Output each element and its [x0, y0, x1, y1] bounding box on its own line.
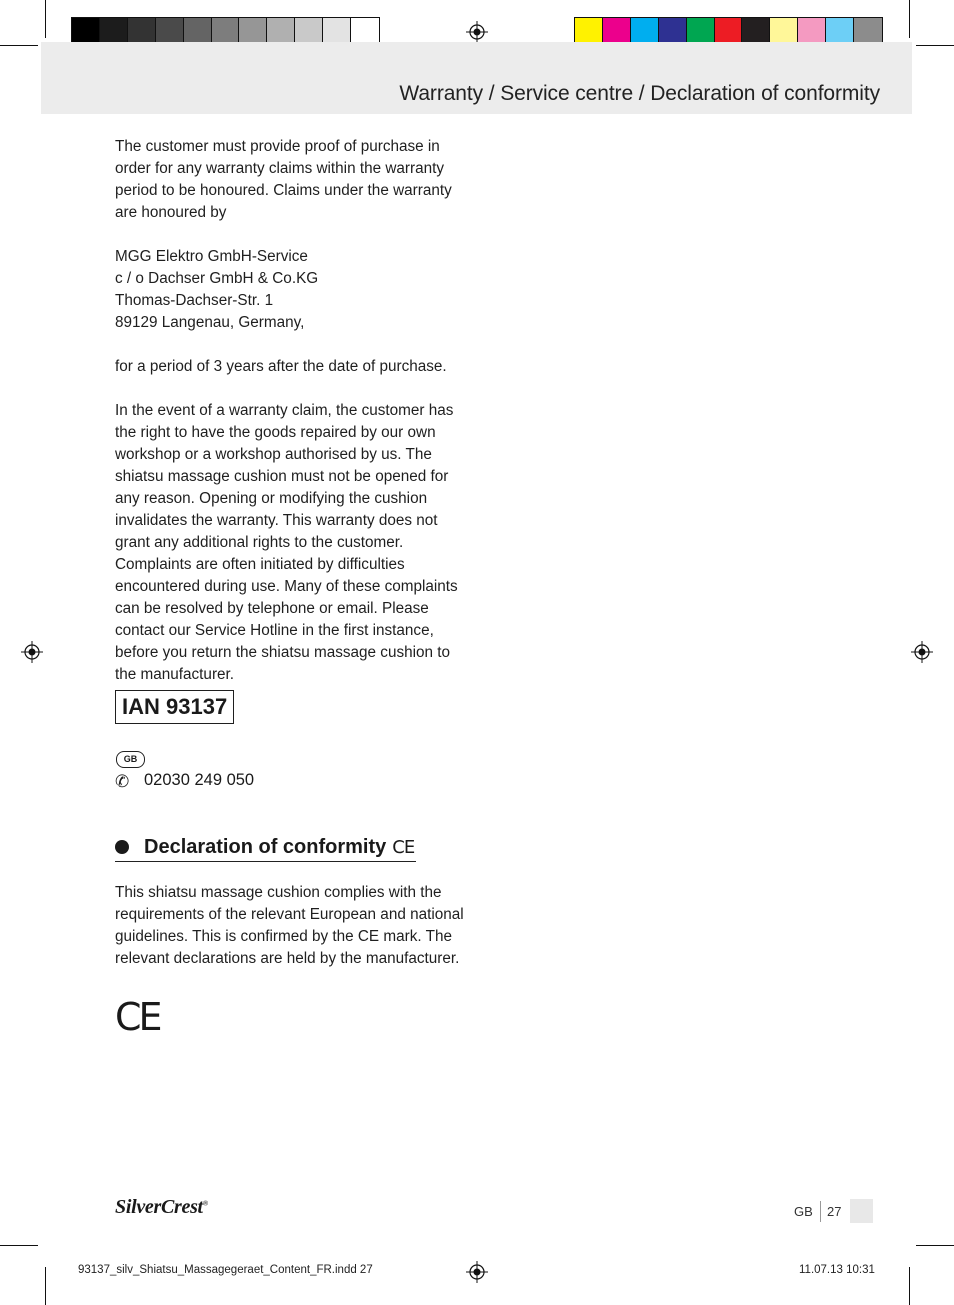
colour-swatch: [100, 18, 128, 45]
colour-swatch: [212, 18, 240, 45]
colour-swatch: [770, 18, 798, 45]
slug-timestamp: 11.07.13 10:31: [799, 1264, 875, 1276]
address-line: Thomas-Dachser-Str. 1: [115, 292, 274, 309]
colour-swatch: [156, 18, 184, 45]
crop-mark: [45, 0, 46, 38]
colour-swatch: [239, 18, 267, 45]
warranty-text: [115, 136, 475, 686]
crop-mark: [0, 45, 38, 46]
crop-mark: [0, 1245, 38, 1246]
bullet-icon: [115, 840, 129, 854]
ce-mark-icon: CE: [392, 836, 415, 858]
crop-mark: [916, 45, 954, 46]
colour-swatch: [351, 18, 379, 45]
ian-number: IAN 93137: [115, 690, 234, 724]
colour-swatch: [575, 18, 603, 45]
page-tab: [850, 1199, 873, 1223]
colour-swatch: [323, 18, 351, 45]
registered-mark: ®: [202, 1199, 208, 1208]
brand-logo: [115, 1196, 208, 1219]
section-heading: [115, 833, 416, 862]
footer-divider: [820, 1201, 821, 1222]
address-line: MGG Elektro GmbH-Service: [115, 248, 308, 265]
country-badge: GB: [116, 751, 145, 768]
colour-swatch: [631, 18, 659, 45]
phone-icon: ✆: [115, 772, 130, 791]
ce-mark-icon: CE: [115, 995, 160, 1039]
registration-mark-icon: [911, 641, 933, 663]
colour-swatch: [826, 18, 854, 45]
declaration-paragraph: This shiatsu massage cushion complies with the requirements of the relevant European and national guidelines. This is confirmed by the CE mark. The relevant declarations are held by the manufacturer.: [115, 884, 464, 967]
registration-mark-icon: [466, 21, 488, 43]
colour-swatch: [184, 18, 212, 45]
registration-mark-icon: [466, 1261, 488, 1283]
brand-name: SilverCrest: [115, 1196, 203, 1218]
declaration-text: [115, 882, 475, 970]
warranty-period: for a period of 3 years after the date of purchase.: [115, 358, 447, 375]
address-line: 89129 Langenau, Germany,: [115, 314, 305, 331]
colour-swatch: [659, 18, 687, 45]
colour-swatch: [854, 18, 882, 45]
colour-swatch: [128, 18, 156, 45]
colour-swatch: [687, 18, 715, 45]
language-code: GB: [794, 1204, 813, 1219]
warranty-claim-paragraph: In the event of a warranty claim, the customer has the right to have the goods repaired by our own workshop or a workshop authorised by us. The shiatsu massage cushion must not be opened for any reason. Opening or modifying the cushion invalidates the warranty. This warranty does not grant any additional rights to the customer. Complaints are often initiated by difficulties encountered during use. Many of these complaints can be resolved by telephone or email. Please contact our Service Hotline in the first instance, before you return the shiatsu massage cushion to the manufacturer.: [115, 402, 458, 683]
colour-swatch: [742, 18, 770, 45]
colour-swatch: [72, 18, 100, 45]
crop-mark: [916, 1245, 954, 1246]
service-hotline-number: 02030 249 050: [144, 771, 255, 789]
colour-swatch: [267, 18, 295, 45]
section-heading-text: Declaration of conformity: [144, 835, 387, 858]
crop-mark: [45, 1267, 46, 1305]
page-number: 27: [827, 1204, 842, 1219]
colour-swatch: [715, 18, 743, 45]
colour-swatch: [295, 18, 323, 45]
crop-mark: [909, 0, 910, 38]
colour-swatch: [603, 18, 631, 45]
colour-swatch: [798, 18, 826, 45]
address-line: c / o Dachser GmbH & Co.KG: [115, 270, 319, 287]
page-title: Warranty / Service centre / Declaration of conformity: [399, 82, 880, 105]
warranty-paragraph: The customer must provide proof of purchase in order for any warranty claims within the warranty period to be honoured. Claims under the warranty are honoured by: [115, 138, 452, 221]
crop-mark: [909, 1267, 910, 1305]
slug-filename: 93137_silv_Shiatsu_Massagegeraet_Content_FR.indd 27: [78, 1264, 373, 1276]
registration-mark-icon: [21, 641, 43, 663]
